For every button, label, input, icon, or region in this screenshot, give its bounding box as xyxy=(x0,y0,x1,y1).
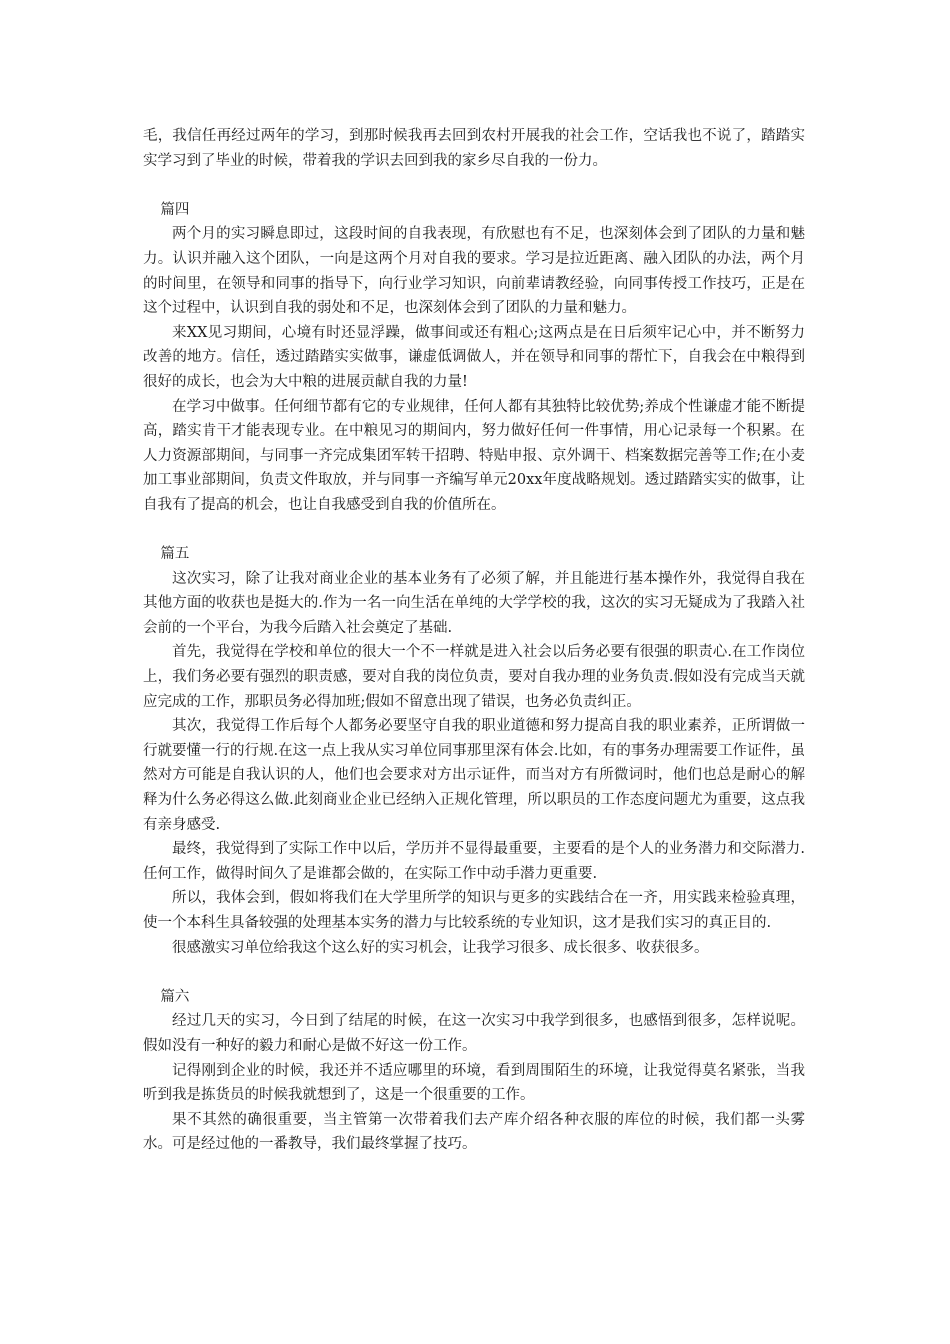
paragraph: 首先，我觉得在学校和单位的很大一个不一样就是进入社会以后务必要有很强的职责心.在工作岗位上，我们务必要有强烈的职责感，要对自我的岗位负责，要对自我办理的业务负责.假如没有完成当天就应完成的工作，那职员务必得加班;假如不留意出现了错误，也务必负责纠正。 xyxy=(143,644,805,710)
paragraph: 所以，我体会到，假如将我们在大学里所学的知识与更多的实践结合在一齐，用实践来检验真理，使一个本科生具备较强的处理基本实务的潜力与比较系统的专业知识，这才是我们实习的真正目的. xyxy=(143,890,805,931)
paragraph: 最终，我觉得到了实际工作中以后，学历并不显得最重要，主要看的是个人的业务潜力和交际潜力.任何工作，做得时间久了是谁都会做的，在实际工作中动手潜力更重要. xyxy=(143,841,805,882)
section-gap xyxy=(143,518,805,543)
document-page xyxy=(143,124,805,1157)
paragraph: 果不其然的确很重要，当主管第一次带着我们去产库介绍各种衣服的库位的时候，我们都一头雾水。可是经过他的一番教导，我们最终掌握了技巧。 xyxy=(143,1111,805,1153)
paragraph: 经过几天的实习，今日到了结尾的时候，在这一次实习中我学到很多，也感悟到很多，怎样说呢。假如没有一种好的毅力和耐心是做不好这一份工作。 xyxy=(143,1013,805,1054)
paragraph: 两个月的实习瞬息即过，这段时间的自我表现，有欣慰也有不足，也深刻体会到了团队的力量和魅力。认识并融入这个团队，一向是这两个月对自我的要求。学习是拉近距离、融入团队的办法，两个月的时间里，在领导和同事的指导下，向行业学习知识，向前辈请教经验，向同事传授工作技巧，正是在这个过程中，认识到自我的弱处和不足，也深刻体会到了团队的力量和魅力。 xyxy=(143,226,805,317)
paragraph: 其次，我觉得工作后每个人都务必要坚守自我的职业道德和努力提高自我的职业素养，正所谓做一行就要懂一行的行规.在这一点上我从实习单位同事那里深有体会.比如，有的事务办理需要工作证件，虽然对方可能是自我认识的人，他们也会要求对方出示证件，而当对方有所微词时，他们也总是耐心的解释为什么务必得这么做.此刻商业企业已经纳入正规化管理，所以职员的工作态度问题尤为重要，这点我有亲身感受. xyxy=(143,718,805,833)
intro-paragraph: 毛，我信任再经过两年的学习，到那时候我再去回到农村开展我的社会工作，空话我也不说了，踏踏实实学习到了毕业的时候，带着我的学识去回到我的家乡尽自我的一份力。 xyxy=(143,128,805,169)
paragraph: 来XX见习期间，心境有时还显浮躁，做事间或还有粗心;这两点是在日后须牢记心中，并不断努力改善的地方。信任，透过踏踏实实做事，谦虚低调做人，并在领导和同事的帮忙下，自我会在中粮得到很好的成长，也会为大中粮的进展贡献自我的力量! xyxy=(143,324,805,390)
paragraph: 在学习中做事。任何细节都有它的专业规律，任何人都有其独特比较优势;养成个性谦虚才能不断提高，踏实肯干才能表现专业。在中粮见习的期间内，努力做好任何一件事情，用心记录每一个积累。在人力资源部期间，与同事一齐完成集团军转干招聘、特贴申报、京外调干、档案数据完善等工作;在小麦加工事业部期间，负责文件取放，并与同事一齐编写单元20xx年度战略规划。透过踏踏实实的做事，让自我有了提高的机会，也让自我感受到自我的价值所在。 xyxy=(143,398,805,513)
section-heading: 篇四 xyxy=(160,201,190,218)
section-heading: 篇六 xyxy=(160,988,190,1005)
section-gap xyxy=(143,960,805,985)
paragraph: 这次实习，除了让我对商业企业的基本业务有了必须了解，并且能进行基本操作外，我觉得自我在其他方面的收获也是挺大的.作为一名一向生活在单纯的大学学校的我，这次的实习无疑成为了我踏入社会前的一个平台，为我今后踏入社会奠定了基础. xyxy=(143,570,805,636)
section-heading: 篇五 xyxy=(160,546,190,563)
section-gap xyxy=(143,173,805,198)
paragraph: 很感激实习单位给我这个这么好的实习机会，让我学习很多、成长很多、收获很多。 xyxy=(172,939,709,956)
paragraph: 记得刚到企业的时候，我还并不适应哪里的环境，看到周围陌生的环境，让我觉得莫名紧张，当我听到我是拣货员的时候我就想到了，这是一个很重要的工作。 xyxy=(143,1062,805,1104)
